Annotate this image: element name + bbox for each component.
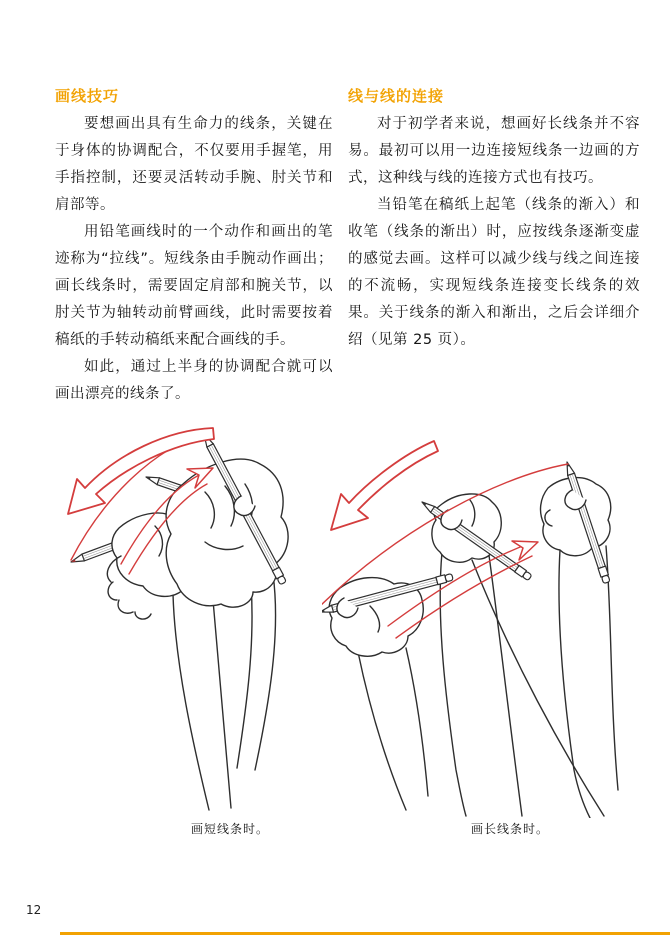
left-column bbox=[55, 86, 333, 408]
footer-accent-bar bbox=[60, 932, 670, 935]
left-section-heading: 画线技巧 bbox=[55, 87, 120, 105]
left-paragraph-2: 用铅笔画线时的一个动作和画出的笔迹称为“拉线”。短线条由手腕动作画出；画长线条时，需要固定肩部和腕关节，以肘关节为轴转动前臂画线，此时需要按着稿纸的手转动稿纸来配合画线的手。 bbox=[55, 224, 333, 348]
hand-with-pencil bbox=[541, 461, 611, 584]
left-paragraph-3: 如此，通过上半身的协调配合就可以画出漂亮的线条了。 bbox=[55, 359, 333, 402]
right-paragraph-2: 当铅笔在稿纸上起笔（线条的渐入）和收笔（线条的渐出）时，应按线条逐渐变虚的感觉去画。这样可以减少线与线之间连接的不流畅，实现短线条连接变长线条的效果。关于线条的渐入和渐出，之后会详细介绍（见第 25 页）。 bbox=[348, 197, 640, 348]
red-sweep-arrow bbox=[331, 441, 438, 530]
long-line-illustration bbox=[322, 440, 648, 818]
short-line-illustration bbox=[55, 422, 317, 814]
right-section-heading: 线与线的连接 bbox=[348, 87, 445, 105]
page-number: 12 bbox=[26, 903, 42, 917]
right-figure-caption: 画长线条时。 bbox=[470, 822, 549, 836]
right-paragraph-1: 对于初学者来说，想画好长线条并不容易。最初可以用一边连接短线条一边画的方式，这种线与线的连接方式也有技巧。 bbox=[348, 116, 640, 186]
left-figure-caption: 画短线条时。 bbox=[190, 822, 269, 836]
left-paragraph-1: 要想画出具有生命力的线条，关键在于身体的协调配合，不仅要用手握笔，用手指控制，还要灵活转动手腕、肘关节和肩部等。 bbox=[55, 116, 333, 213]
right-column bbox=[348, 86, 640, 354]
forearm-lines bbox=[173, 574, 276, 810]
